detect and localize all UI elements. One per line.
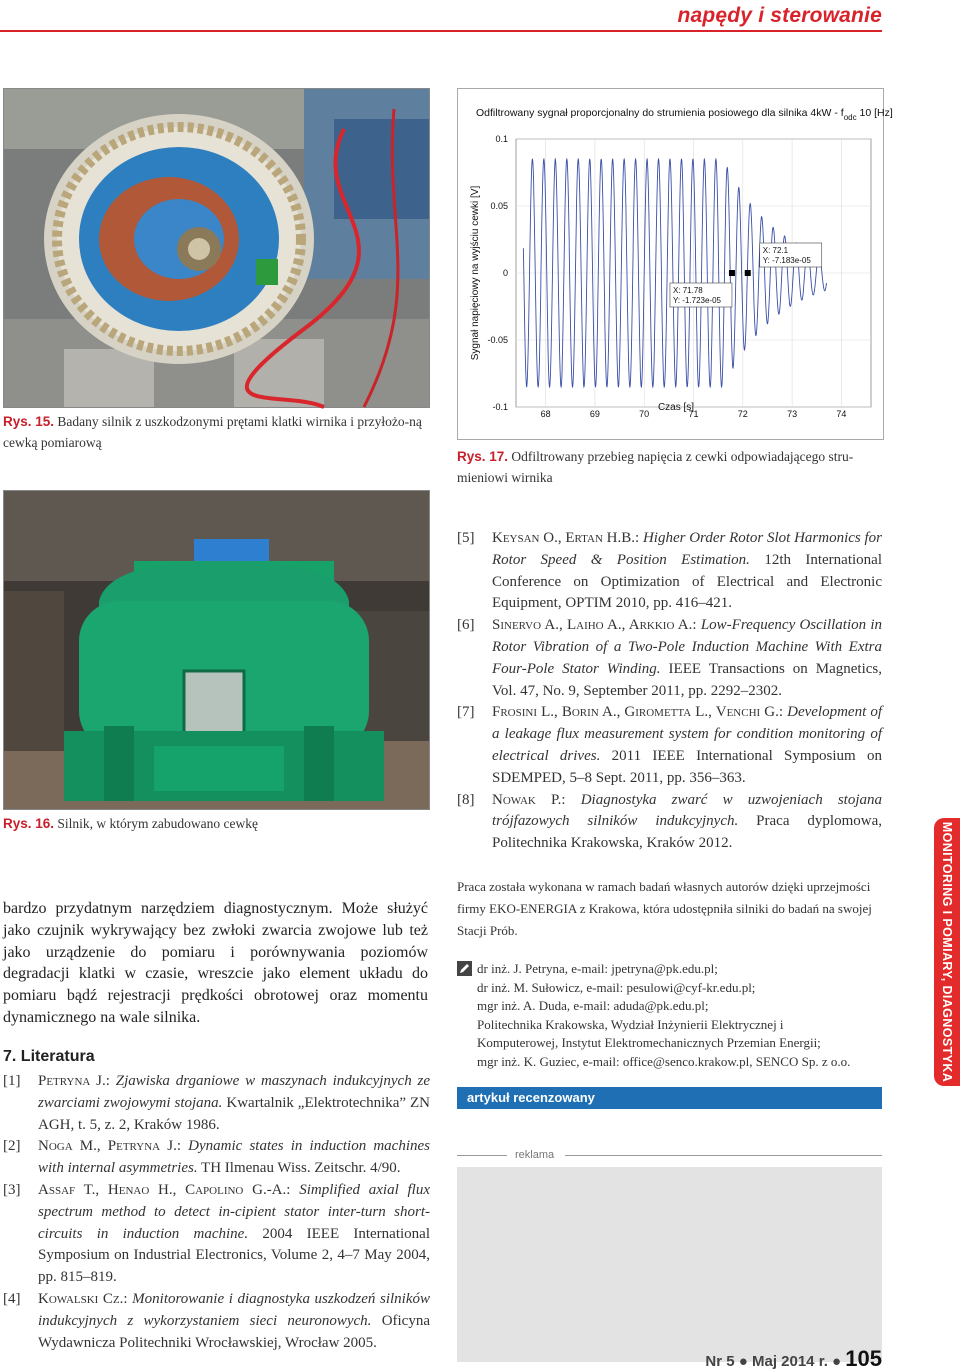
header-rule	[0, 30, 882, 32]
signal-chart	[458, 89, 893, 439]
issue-date: Maj 2014 r.	[751, 1353, 828, 1370]
reference-item: [5] Keysan O., Ertan H.B.: Higher Order Rotor Slot Harmonics for Rotor Speed & Position Estimation. 12th International Conference on Optimization of Electrical and Electronic Equipment, OPTIM 2010, pp. 416–421.	[457, 528, 882, 615]
author-contact-line: mgr inż. K. Guziec, e-mail: office@senco.krakow.pl, SENCO Sp. z o.o.	[477, 1053, 851, 1069]
datatip-x-label: X: 72.1	[762, 246, 789, 255]
reference-number: [4]	[3, 1290, 21, 1307]
reference-title: Simplified axial flux spectrum method to detect in-cipient stator inter-turn short-circuits in induction machine.	[38, 1181, 430, 1242]
y-tick-label: 0	[502, 268, 508, 278]
reference-list-left	[3, 1071, 430, 1354]
reference-details: 12th International Conference on Optimization of Electrical and Electronic Equipment, OPTIM 2010, pp. 416–421.	[492, 551, 882, 612]
figure-15-label: Rys. 15.	[3, 414, 55, 429]
reference-title: Diagnostyka zwarć w uzwojeniach stojana trójfazowych silników indukcyjnych.	[492, 791, 883, 830]
x-axis-label: Czas [s]	[657, 402, 695, 413]
figure-17-label: Rys. 17.	[457, 449, 509, 464]
chart-title: Odfiltrowany sygnał proporcjonalny do strumienia posiowego dla silnika $4kW - f_{odc}$ 10 [Hz]	[476, 107, 893, 122]
figure-15-caption	[3, 411, 428, 453]
side-tab-label: MONITORING I POMIARY, DIAGNOSTYKA	[940, 821, 954, 1083]
reference-item: [4] Kowalski Cz.: Monitorowanie i diagnostyka uszkodzeń silników indukcyjnych z wykorzystaniem sieci neuronowych. Oficyna Wydawnicza Politechniki Wrocławskiej, Wrocław 2005.	[3, 1289, 430, 1354]
page-number: 105	[845, 1346, 882, 1371]
body-paragraph: bardzo przydatnym narzędziem diagnostycznym. Może służyć jako czujnik wykrywający bez zwłoki zwarcia zwojowe lub też jako urządzenie do pomiaru i porównywania poziomów degradacji klatki w czasie, wreszcie jako element układu do pomiaru bądź rejestracji prędkości obrotowej oraz momentu dynamicznego na wale silnika.	[3, 900, 428, 1026]
reference-number: [8]	[457, 791, 475, 808]
reference-list-right	[457, 528, 882, 855]
ad-rule	[565, 1155, 882, 1156]
reference-item: [2] Noga M., Petryna J.: Dynamic states in induction machines with internal asymmetries. TH Ilmenau Wiss. Zeitschr. 4/90.	[3, 1136, 430, 1180]
reference-authors: Keysan O., Ertan H.B.	[492, 530, 636, 546]
figure-17-chart	[457, 88, 893, 440]
reference-number: [1]	[3, 1073, 21, 1089]
acknowledgement: Praca została wykonana w ramach badań własnych autorów dzięki uprzejmości firmy EKO-ENERGIA z Krakowa, która udostępniła silniki do badań na swojej Stacji Prób.	[457, 879, 872, 938]
figure-17-caption	[457, 446, 882, 488]
author-contact-line: dr inż. M. Sułowicz, e-mail: pesulowi@cyf-kr.edu.pl;	[477, 979, 756, 995]
bullet-separator: ●	[738, 1353, 752, 1370]
figure-16-caption	[3, 813, 428, 834]
reference-title: Higher Order Rotor Slot Harmonics for Rotor Speed & Position Estimation.	[492, 530, 883, 568]
reference-details: Oficyna Wydawnicza Politechniki Wrocławskiej, Wrocław 2005.	[38, 1312, 430, 1351]
reference-item: [6] Sinervo A., Laiho A., Arkkio A.: Low-Frequency Oscillation in Rotor Vibration of a Two-Pole Induction Machine With Extra Four-Pole Stator Winding. IEEE Transactions on Magnetics, Vol. 47, No. 9, September 2011, pp. 2292–2302.	[457, 615, 882, 702]
author-contact-line: mgr inż. A. Duda, e-mail: aduda@pk.edu.pl;	[477, 998, 709, 1013]
page-footer	[705, 1346, 882, 1372]
y-tick-label: 0.1	[495, 134, 508, 144]
reference-item: [8] Nowak P.: Diagnostyka zwarć w uzwojeniach stojana trójfazowych silników indukcyjnych. Praca dyplomowa, Politechnika Krakowska, Kraków 2012.	[457, 790, 882, 855]
section-title-literatura: 7. Literatura	[3, 1048, 95, 1065]
x-tick-label: 70	[639, 409, 650, 419]
figure-15-photo	[3, 88, 430, 408]
x-tick-label: 72	[737, 409, 748, 419]
reference-item: [1] Petryna J.: Zjawiska drganiowe w maszynach indukcyjnych ze zwarciami zwojowymi stojana. Kwartalnik „Elektrotechnika” ZN AGH, t. 5, z. 2, Kraków 1986.	[3, 1071, 430, 1136]
y-tick-label: 0.05	[490, 201, 508, 211]
figure-16-photo	[3, 490, 430, 810]
datatip-y-label: Y: -7.183e-05	[762, 256, 811, 265]
reference-details: Kwartalnik „Elektrotechnika” ZN AGH, t. 5, z. 2, Kraków 1986.	[38, 1094, 431, 1133]
datatip-x-label: X: 71.78	[672, 286, 703, 295]
reference-title: Monitorowanie i diagnostyka uszkodzeń silników indukcyjnych z wykorzystaniem sieci neuronowych.	[38, 1290, 430, 1329]
y-tick-label: -0.05	[487, 335, 508, 345]
reference-details: Praca dyplomowa, Politechnika Krakowska, Kraków 2012.	[492, 813, 883, 852]
reference-number: [3]	[3, 1181, 21, 1198]
author-contact-line: dr inż. J. Petryna, e-mail: jpetryna@pk.edu.pl;	[477, 961, 718, 976]
authors-block	[457, 960, 882, 1071]
reference-authors: Assaf T., Henao H., Capolino G.-A.	[38, 1181, 287, 1198]
figure-17-text: Odfiltrowany przebieg napięcia z cewki odpowiadającego stru-mieniowi wirnika	[457, 449, 854, 485]
datatip-marker	[745, 270, 751, 276]
reference-authors: Nowak P.	[492, 791, 562, 808]
figure-16-text: Silnik, w którym zabudowano cewkę	[57, 816, 259, 831]
author-contact-line: Komputerowej, Instytut Elektromechanicznych Przemian Energii;	[477, 1035, 821, 1050]
reference-details: 2011 IEEE International Symposium on SDEMPED, 5–8 Sept. 2011, pp. 356–363.	[492, 747, 883, 786]
figure-16-label: Rys. 16.	[3, 816, 55, 831]
reference-authors: Kowalski Cz.	[38, 1290, 124, 1307]
x-tick-label: 73	[787, 409, 798, 419]
x-tick-label: 68	[540, 409, 551, 419]
section-side-tab	[934, 818, 960, 1086]
reference-details: 2004 IEEE International Symposium on Industrial Electronics, Volume 2, 4–7 May 2004, pp. 815–819.	[38, 1225, 430, 1286]
reviewed-article-badge: artykuł recenzowany	[457, 1087, 882, 1109]
reference-title: Low-Frequency Oscillation in Rotor Vibration of a Two-Pole Induction Machine With Extra Four-Pole Stator Winding.	[492, 617, 883, 677]
reference-item: [3] Assaf T., Henao H., Capolino G.-A.: Simplified axial flux spectrum method to detect in-cipient stator inter-turn short-circuits in induction machine. 2004 IEEE International Symposium on Industrial Electronics, Volume 2, 4–7 May 2004, pp. 815–819.	[3, 1180, 430, 1289]
reference-number: [6]	[457, 617, 475, 634]
reference-number: [7]	[457, 704, 475, 721]
reference-number: [5]	[457, 530, 475, 546]
advertisement-placeholder	[457, 1167, 882, 1362]
ad-rule	[457, 1155, 507, 1156]
reference-number: [2]	[3, 1138, 21, 1155]
bullet-separator: ●	[832, 1353, 846, 1370]
x-tick-label: 74	[836, 409, 847, 419]
pencil-icon	[457, 961, 472, 976]
reference-title: Dynamic states in induction machines with internal asymmetries.	[38, 1138, 430, 1177]
y-axis-label: Sygnał napięciowy na wyjściu cewki [V]	[470, 185, 481, 361]
reference-authors: Petryna J.	[38, 1073, 106, 1089]
x-tick-label: 71	[688, 409, 699, 419]
section-header: napędy i sterowanie	[677, 4, 882, 27]
reference-title: Development of a leakage flux measurement system for condition monitoring of electrical drives.	[492, 704, 883, 764]
figure-15-text: Badany silnik z uszkodzonymi prętami klatki wirnika i przyłożo-ną cewką pomiarową	[3, 414, 422, 450]
reference-authors: Noga M., Petryna J.	[38, 1138, 177, 1155]
reference-authors: Frosini L., Borin A., Girometta L., Venchi G.	[492, 704, 779, 721]
reference-title: Zjawiska drganiowe w maszynach indukcyjnych ze zwarciami zwojowymi stojana.	[38, 1073, 431, 1111]
reference-details: TH Ilmenau Wiss. Zeitschr. 4/90.	[197, 1160, 401, 1177]
datatip-y-label: Y: -1.723e-05	[672, 296, 722, 305]
reference-authors: Sinervo A., Laiho A., Arkkio A.	[492, 617, 693, 634]
author-contact-line: Politechnika Krakowska, Wydział Inżynierii Elektrycznej i	[477, 1016, 784, 1032]
ad-label: reklama	[515, 1149, 555, 1161]
x-tick-label: 69	[589, 409, 600, 419]
datatip-marker	[729, 270, 735, 276]
reference-details: IEEE Transactions on Magnetics, Vol. 47, No. 9, September 2011, pp. 2292–2302.	[492, 660, 883, 699]
y-tick-label: -0.1	[492, 402, 508, 412]
reference-item: [7] Frosini L., Borin A., Girometta L., Venchi G.: Development of a leakage flux measurement system for condition monitoring of electrical drives. 2011 IEEE International Symposium on SDEMPED, 5–8 Sept. 2011, pp. 356–363.	[457, 702, 882, 789]
issue-number: Nr 5	[705, 1353, 735, 1370]
